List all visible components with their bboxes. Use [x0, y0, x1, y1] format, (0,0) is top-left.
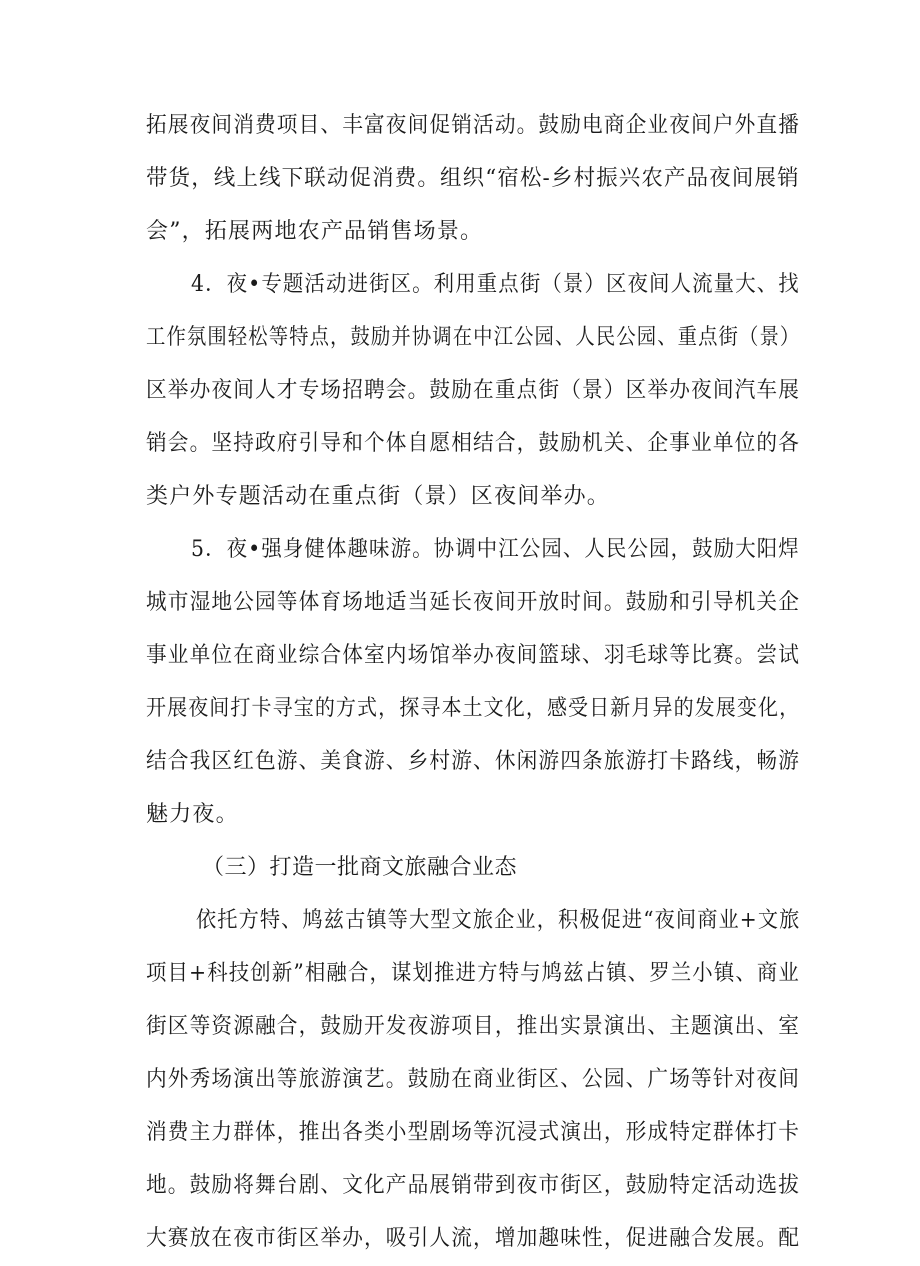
text-line: 消费主力群体，推出各类小型剧场等沉浸式演出，形成特定群体打卡: [146, 1120, 801, 1145]
text-line: 依托方特、鸠兹古镇等大型文旅企业，积极促进“夜间商业+文旅: [196, 908, 801, 933]
text-line: 内外秀场演出等旅游演艺。鼓励在商业街区、公园、广场等针对夜间: [146, 1067, 801, 1092]
text-line: 拓展夜间消费项目、丰富夜间促销活动。鼓励电商企业夜间户外直播: [146, 113, 801, 138]
section-heading: （三）打造一批商文旅融合业态: [202, 855, 518, 880]
text-line: 街区等资源融合，鼓励开发夜游项目，推出实景演出、主题演出、室: [146, 1014, 801, 1039]
text-line: 类户外专题活动在重点街（景）区夜间举办。: [146, 484, 611, 509]
text-line: 4．夜•专题活动进街区。利用重点街（景）区夜间人流量大、找: [191, 272, 800, 297]
text-line: 工作氛围轻松等特点，鼓励并协调在中江公园、人民公园、重点街（景）: [146, 325, 801, 350]
text-line: 会”，拓展两地农产品销售场景。: [146, 219, 484, 244]
text-line: 事业单位在商业综合体室内场馆举办夜间篮球、羽毛球等比赛。尝试: [146, 643, 801, 668]
text-line: 城市湿地公园等体育场地适当延长夜间开放时间。鼓励和引导机关企: [146, 590, 801, 615]
text-line: 魅力夜。: [146, 802, 239, 827]
text-line: 5．夜•强身健体趣味游。协调中江公园、人民公园，鼓励大阳焊: [191, 537, 800, 562]
text-line: 销会。坚持政府引导和个体自愿相结合，鼓励机关、企事业单位的各: [146, 431, 801, 456]
text-line: 区举办夜间人才专场招聘会。鼓励在重点街（景）区举办夜间汽车展: [146, 378, 801, 403]
text-line: 地。鼓励将舞台剧、文化产品展销带到夜市街区，鼓励特定活动选拔: [146, 1173, 801, 1198]
text-line: 项目+科技创新”相融合，谋划推进方特与鸠兹占镇、罗兰小镇、商业: [146, 961, 800, 986]
text-line: 带货，线上线下联动促消费。组织“宿松-乡村振兴农产品夜间展销: [146, 166, 800, 191]
text-line: 结合我区红色游、美食游、乡村游、休闲游四条旅游打卡路线，畅游: [146, 749, 801, 774]
text-line: 开展夜间打卡寻宝的方式，探寻本土文化，感受日新月异的发展变化，: [146, 696, 801, 721]
text-line: 大赛放在夜市街区举办，吸引人流，增加趣味性，促进融合发展。配: [146, 1226, 801, 1251]
